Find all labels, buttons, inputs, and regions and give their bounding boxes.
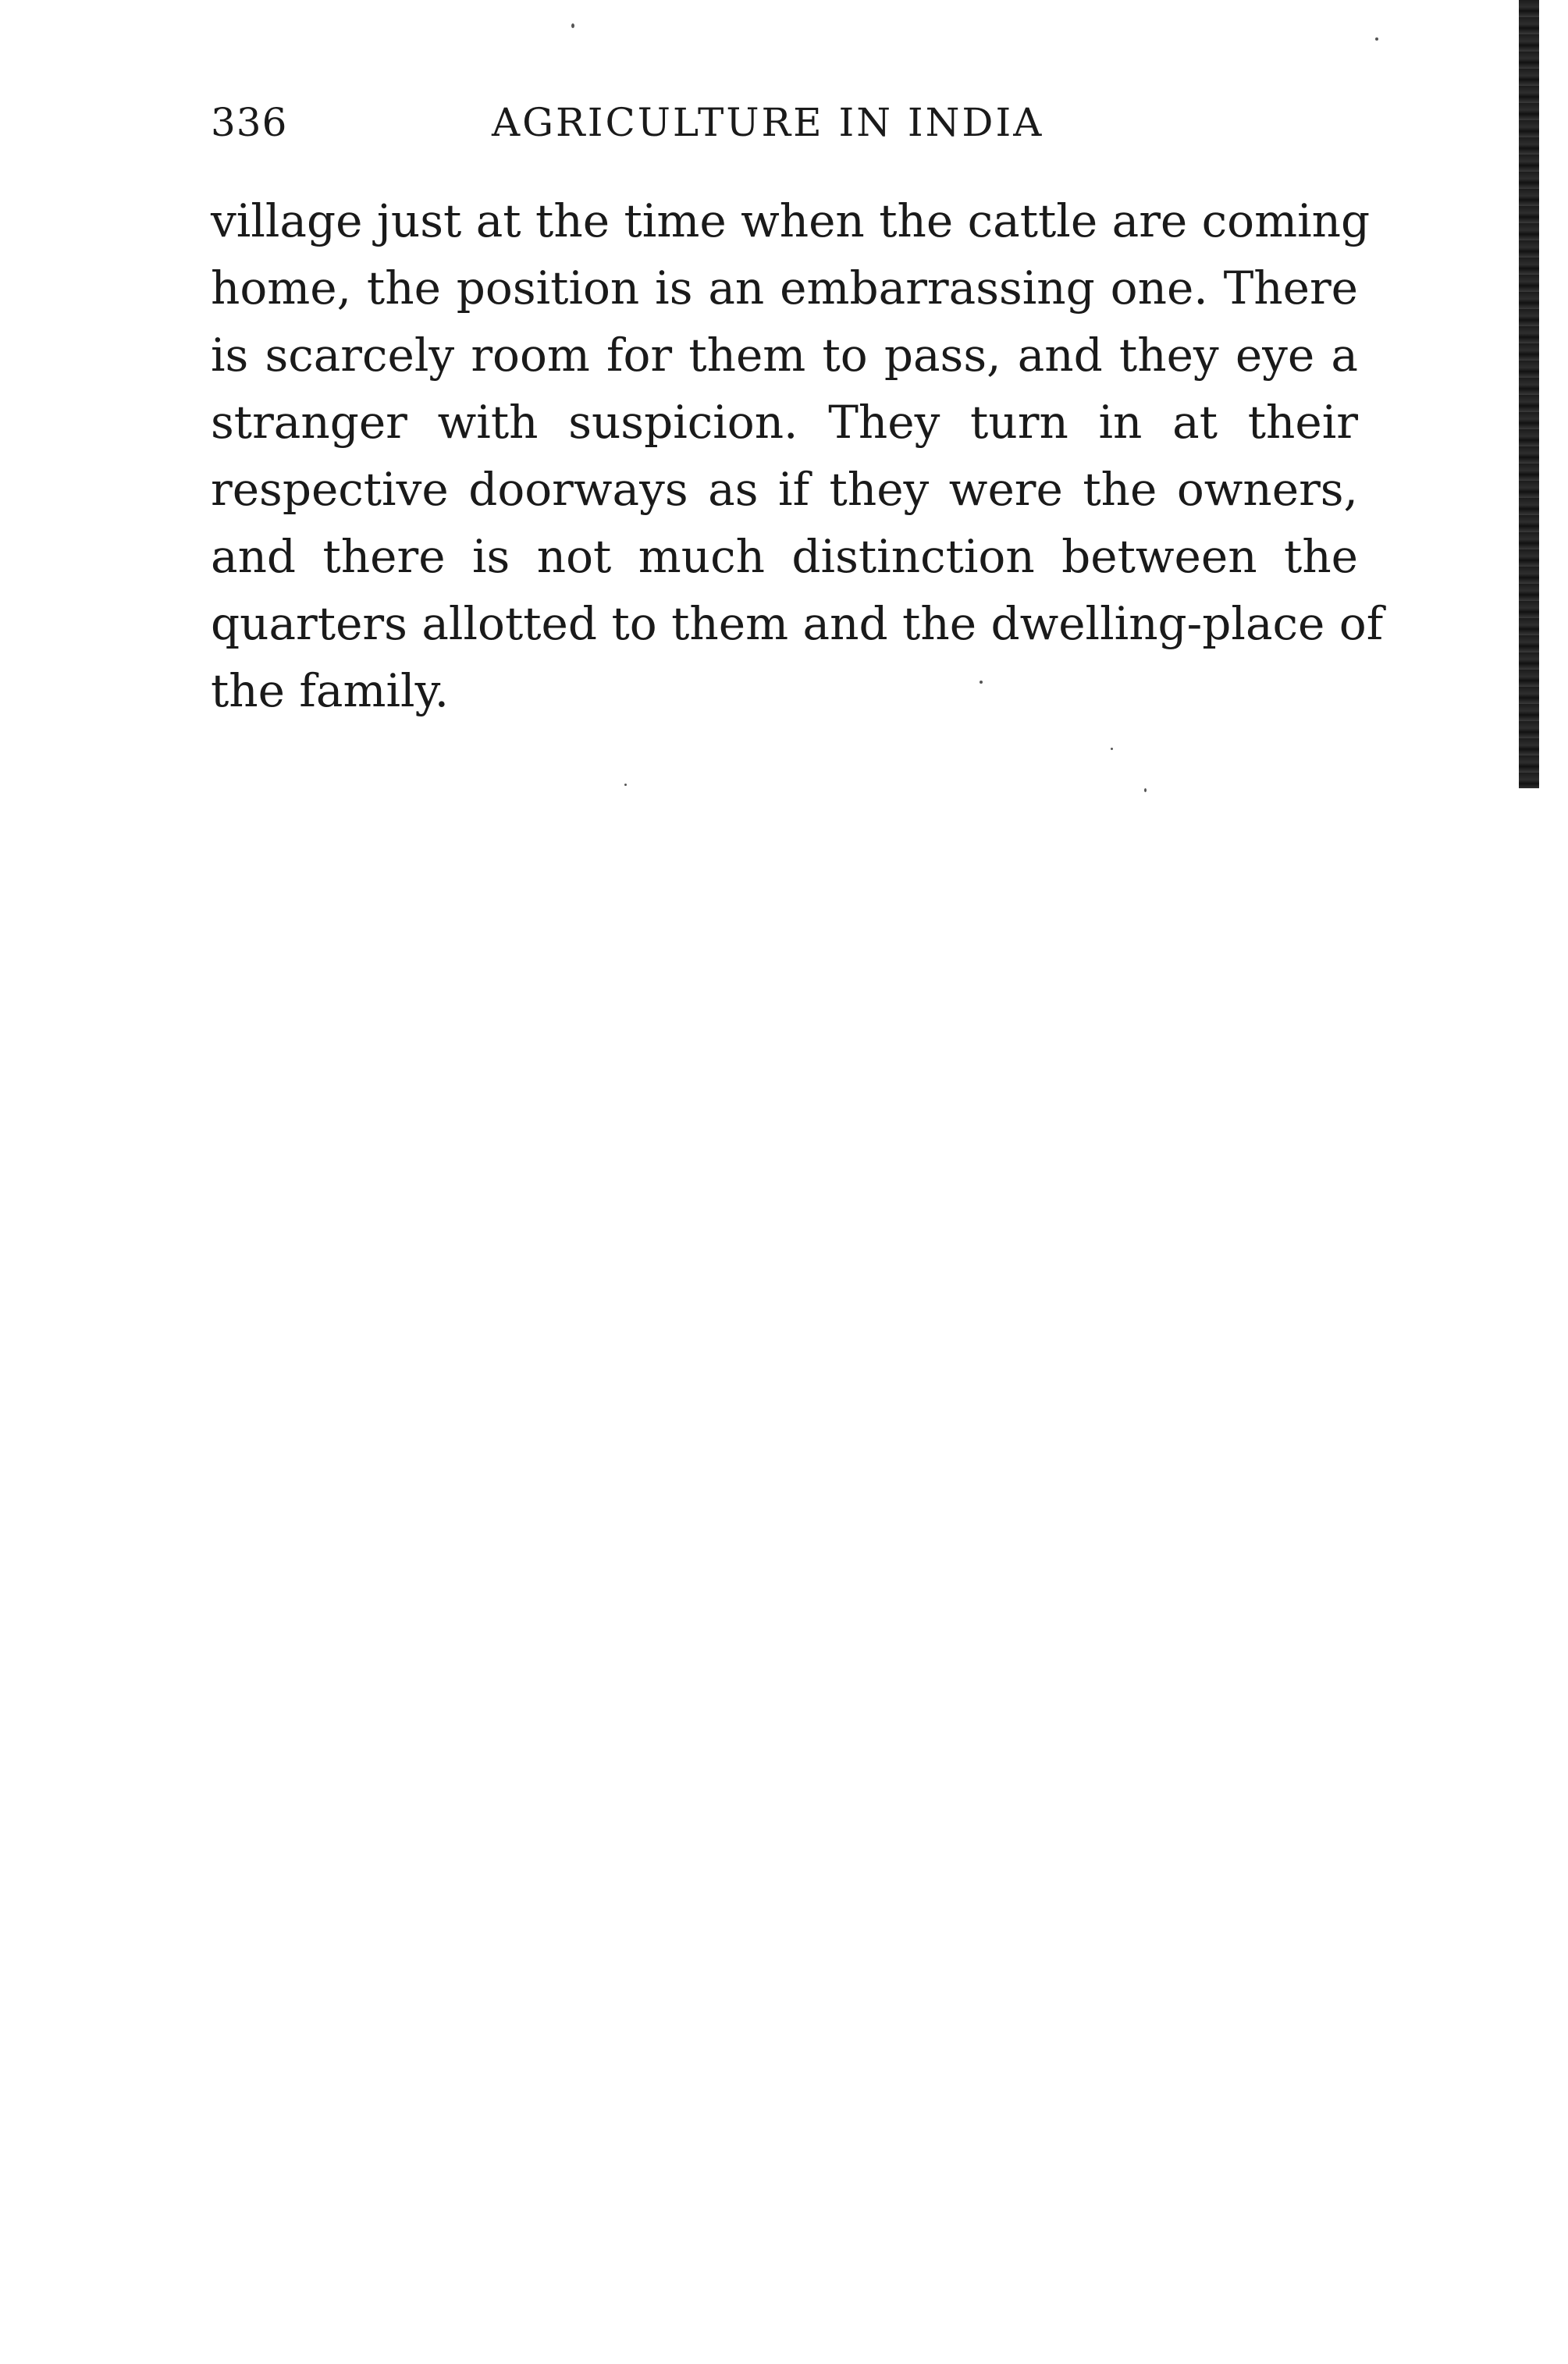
scan-speck — [571, 23, 574, 28]
text-line: village just at the time when the cattle are coming — [211, 194, 1371, 247]
page-number: 336 — [211, 100, 288, 145]
scan-speck — [1144, 788, 1147, 792]
text-line: stranger with suspicion. They turn in at their — [211, 396, 1358, 449]
scan-binding-edge — [1519, 0, 1539, 788]
text-line: respective doorways as if they were the owners, — [211, 463, 1358, 516]
text-line: the family. — [211, 664, 450, 717]
scan-speck — [1375, 37, 1378, 41]
text-line: is scarcely room for them to pass, and they eye a — [211, 329, 1358, 382]
running-title: AGRICULTURE IN INDIA — [492, 100, 1044, 145]
text-line: quarters allotted to them and the dwelling-place of — [211, 597, 1384, 650]
scan-speck — [980, 681, 983, 684]
text-line: home, the position is an embarrassing one. There — [211, 261, 1358, 315]
scan-speck — [1111, 748, 1113, 750]
scan-speck — [624, 784, 627, 786]
running-head — [211, 100, 1358, 162]
body-paragraph — [211, 187, 1384, 724]
text-line: and there is not much distinction between the — [211, 530, 1358, 583]
